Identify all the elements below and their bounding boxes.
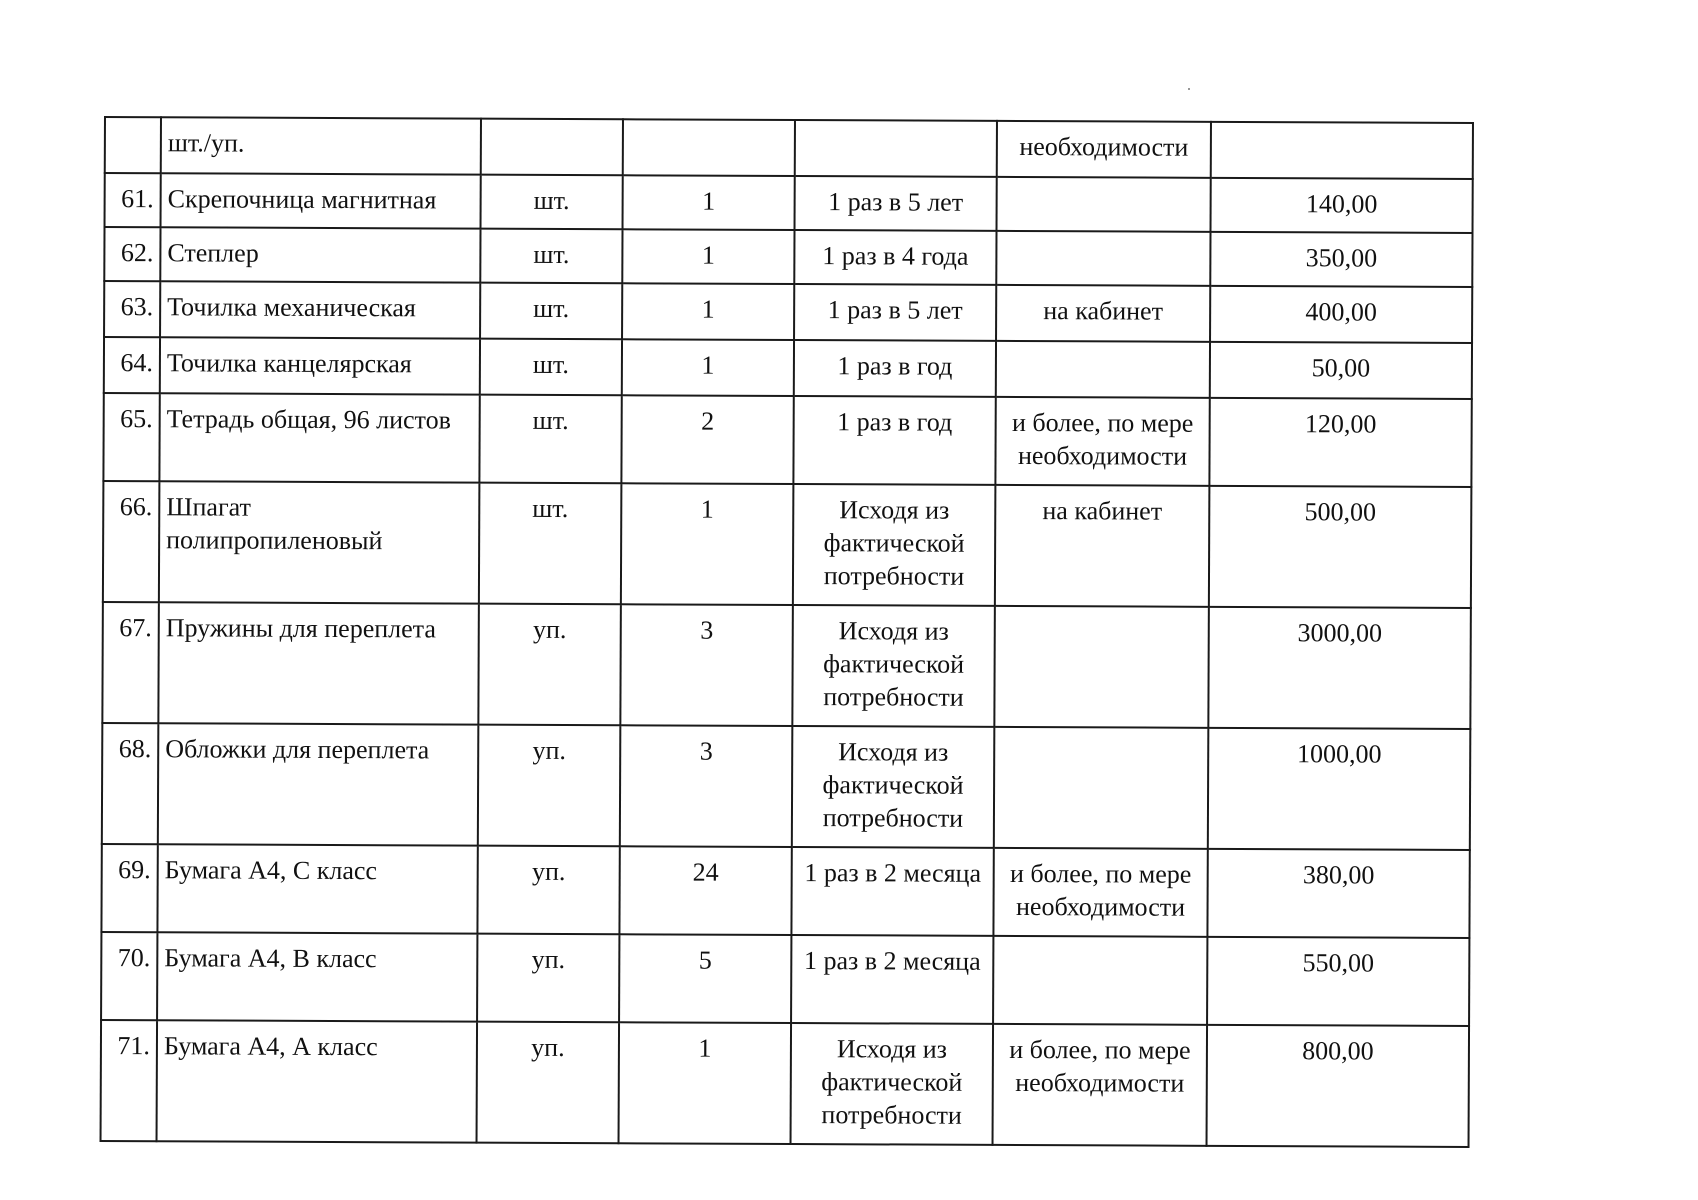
cell-price: 500,00 xyxy=(1209,486,1472,608)
cell-note: на кабинет xyxy=(996,285,1210,342)
table-row-continuation xyxy=(105,117,1473,179)
cell-number: 67. xyxy=(102,602,159,723)
cell-period: Исходя из фактической потребности xyxy=(792,726,995,848)
cell-price: 400,00 xyxy=(1210,286,1472,343)
cell-unit: уп. xyxy=(478,725,621,847)
cell-price xyxy=(1211,122,1473,179)
cell-quantity: 5 xyxy=(619,934,791,1023)
cell-period: 1 раз в 4 года xyxy=(794,230,996,285)
cell-item-name: Скрепочница магнитная xyxy=(161,173,481,228)
table-row-62 xyxy=(104,227,1472,287)
cell-item-name: Точилка канцелярская xyxy=(160,337,480,394)
cell-note: на кабинет xyxy=(995,485,1210,607)
cell-price: 3000,00 xyxy=(1208,607,1471,729)
cell-note: и более, по мере необходимости xyxy=(993,1024,1208,1146)
cell-item-name: Шпагат полипропиленовый xyxy=(159,481,480,603)
cell-price: 1000,00 xyxy=(1208,728,1471,850)
cell-period: 1 раз в год xyxy=(794,340,996,397)
table-row-69 xyxy=(101,844,1469,938)
cell-item-name: Обложки для переплета xyxy=(158,723,479,845)
cell-number: 63. xyxy=(104,281,160,337)
cell-unit: шт. xyxy=(480,229,622,284)
table-row-70 xyxy=(101,932,1469,1026)
table-row-67 xyxy=(102,602,1471,729)
table-row-68 xyxy=(102,723,1471,850)
cell-number: 62. xyxy=(104,227,160,281)
cell-period: 1 раз в год xyxy=(793,396,995,485)
cell-period: Исходя из фактической потребности xyxy=(791,1023,994,1145)
cell-price: 120,00 xyxy=(1209,398,1471,487)
cell-number: 65. xyxy=(103,393,159,481)
cell-item-name: Бумага А4, С класс xyxy=(157,844,477,933)
cell-period: 1 раз в 2 месяца xyxy=(791,935,993,1024)
cell-unit: уп. xyxy=(477,1022,620,1144)
cell-item-name: шт./уп. xyxy=(161,117,481,174)
cell-note: необходимости xyxy=(997,121,1211,178)
cell-note: и более, по мере необходимости xyxy=(993,848,1207,937)
cell-unit: уп. xyxy=(478,604,621,726)
cell-number: 71. xyxy=(101,1020,158,1141)
cell-number: 64. xyxy=(104,337,160,393)
cell-period: 1 раз в 5 лет xyxy=(795,176,997,231)
cell-item-name: Степлер xyxy=(160,227,480,282)
cell-price: 140,00 xyxy=(1211,178,1473,233)
cell-quantity: 1 xyxy=(622,229,794,284)
cell-quantity: 1 xyxy=(621,483,794,605)
cell-period: Исходя из фактической потребности xyxy=(792,605,995,727)
cell-number xyxy=(105,117,161,173)
table-container xyxy=(100,116,1472,1148)
cell-quantity: 2 xyxy=(621,395,793,484)
cell-unit: шт. xyxy=(480,339,622,396)
cell-item-name: Точилка механическая xyxy=(160,281,480,338)
cell-price: 800,00 xyxy=(1207,1025,1470,1147)
cell-number: 66. xyxy=(103,481,160,602)
cell-note xyxy=(994,727,1209,849)
cell-quantity: 1 xyxy=(622,283,794,340)
cell-unit xyxy=(481,119,623,176)
cell-period: 1 раз в 5 лет xyxy=(794,284,996,341)
cell-number: 61. xyxy=(105,173,161,227)
cell-quantity: 1 xyxy=(622,339,794,396)
table-row-64 xyxy=(104,337,1472,399)
cell-unit: шт. xyxy=(479,395,621,484)
cell-note xyxy=(994,606,1209,728)
cell-quantity: 3 xyxy=(620,604,793,726)
cell-period: Исходя из фактической потребности xyxy=(793,484,996,606)
cell-quantity: 1 xyxy=(623,175,795,230)
cell-item-name: Бумага А4, А класс xyxy=(157,1020,478,1142)
cell-quantity: 3 xyxy=(620,725,793,847)
cell-price: 550,00 xyxy=(1207,937,1469,1026)
cell-item-name: Бумага А4, В класс xyxy=(157,932,477,1021)
cell-period xyxy=(795,120,997,177)
cell-item-name: Тетрадь общая, 96 листов xyxy=(159,393,479,482)
cell-note xyxy=(996,341,1210,398)
cell-price: 50,00 xyxy=(1210,342,1472,399)
table-row-71 xyxy=(101,1020,1470,1147)
cell-number: 69. xyxy=(101,844,157,932)
cell-unit: шт. xyxy=(481,175,623,230)
scan-speck xyxy=(1188,88,1190,90)
cell-note: и более, по мере необходимости xyxy=(995,397,1209,486)
cell-unit: шт. xyxy=(480,283,622,340)
cell-note xyxy=(997,177,1211,232)
cell-unit: шт. xyxy=(479,483,622,605)
cell-quantity: 1 xyxy=(619,1022,792,1144)
cell-quantity: 24 xyxy=(619,846,791,935)
cell-unit: уп. xyxy=(477,934,619,1023)
cell-note xyxy=(993,936,1207,1025)
supply-norms-table xyxy=(100,116,1474,1148)
cell-price: 350,00 xyxy=(1210,232,1472,287)
cell-number: 70. xyxy=(101,932,157,1020)
cell-quantity xyxy=(623,119,795,176)
table-row-66 xyxy=(103,481,1472,608)
cell-number: 68. xyxy=(102,723,159,844)
table-row-61 xyxy=(105,173,1473,233)
cell-unit: уп. xyxy=(477,846,619,935)
cell-price: 380,00 xyxy=(1207,849,1469,938)
cell-period: 1 раз в 2 месяца xyxy=(791,847,993,936)
table-row-63 xyxy=(104,281,1472,343)
table-row-65 xyxy=(103,393,1471,487)
cell-item-name: Пружины для переплета xyxy=(158,602,479,724)
cell-note xyxy=(996,231,1210,286)
